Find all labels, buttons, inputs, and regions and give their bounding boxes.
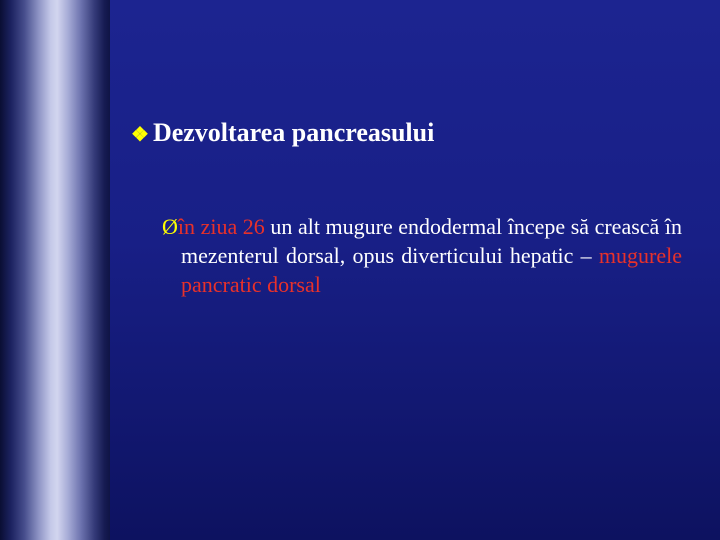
arrow-bullet-icon: Ø — [162, 214, 178, 239]
decorative-side-bar — [0, 0, 110, 540]
slide-title — [131, 118, 691, 148]
title-text: Dezvoltarea pancreasului — [152, 118, 435, 147]
highlight-term: mugurele pancratic dorsal — [181, 243, 682, 297]
diamond-bullet-icon: ❖ — [131, 124, 149, 146]
bullet-paragraph — [162, 212, 682, 299]
highlight-day: în ziua 26 — [177, 214, 265, 239]
paragraph-text: un alt mugure endodermal începe să crească în mezenterul dorsal, opus diverticului hepatic – — [181, 214, 682, 268]
slide-body — [162, 212, 682, 299]
